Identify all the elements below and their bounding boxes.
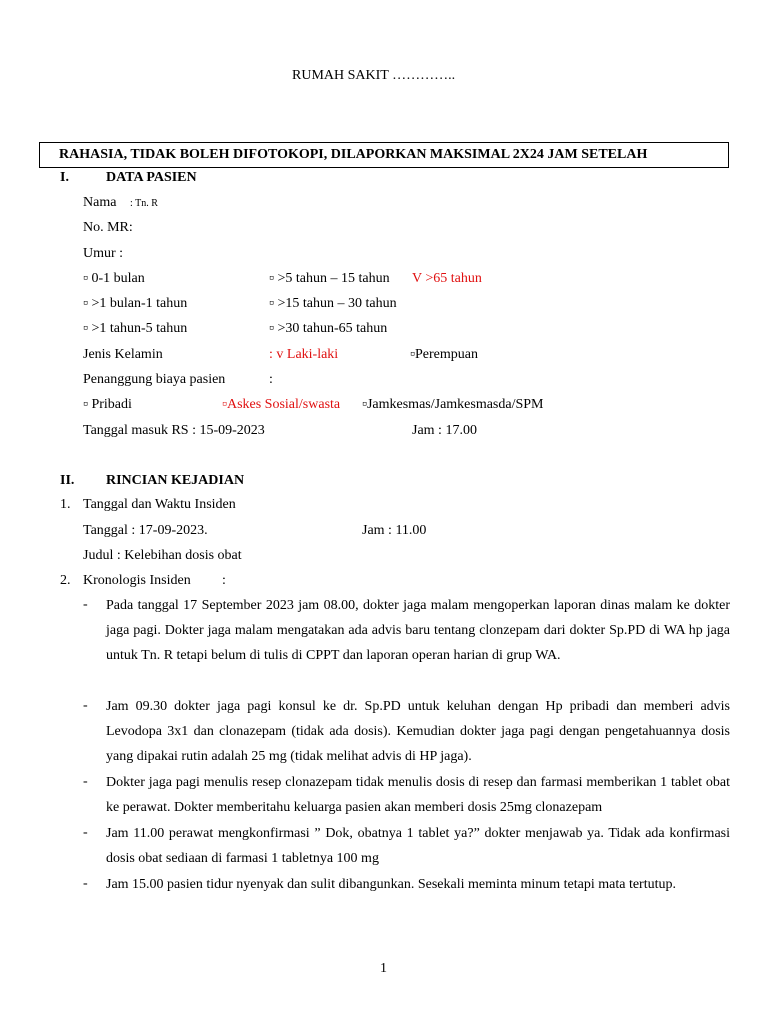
bullet-dash: - — [83, 698, 88, 713]
age-option-0-1-bulan: ▫ 0-1 bulan — [83, 271, 145, 286]
bullet-dash: - — [83, 597, 88, 612]
kronologi-paragraph: Jam 11.00 perawat mengkonfirmasi ” Dok, obatnya 1 tablet ya?” dokter menjawab ya. Tidak ada konfirmasi dosis obat sediaan di farmasi 1 tabletnya 100 mg — [106, 826, 730, 866]
item1-title: Tanggal dan Waktu Insiden — [83, 497, 236, 512]
page-number: 1 — [380, 961, 387, 976]
kronologi-paragraph: Jam 09.30 dokter jaga pagi konsul ke dr. Sp.PD untuk keluhan dengan Hp pribadi dan memberi advis Levodopa 3x1 dan clonazepam (tidak ada dosis). Kemudian dokter jaga pagi dengan pengetahuannya dosis yang dipakai rutin adalah 25 mg (tidak melihat advis di HP jaga). — [106, 699, 730, 764]
confidential-text: RAHASIA, TIDAK BOLEH DIFOTOKOPI, DILAPORKAN MAKSIMAL 2X24 JAM SETELAH — [59, 147, 648, 162]
age-option-65-checked: V >65 tahun — [412, 271, 482, 286]
age-option-30-65-tahun: ▫ >30 tahun-65 tahun — [269, 321, 388, 336]
item2-number: 2. — [60, 573, 71, 588]
jam-masuk: Jam : 17.00 — [412, 423, 477, 438]
penanggung-biaya-colon: : — [269, 372, 273, 387]
confidential-box — [39, 142, 729, 168]
kronologi-paragraph: Jam 15.00 pasien tidur nyenyak dan sulit dibangunkan. Sesekali meminta minum tetapi mata tertutup. — [106, 877, 676, 892]
age-option-15-30-tahun: ▫ >15 tahun – 30 tahun — [269, 296, 397, 311]
jenis-kelamin-label: Jenis Kelamin — [83, 347, 163, 362]
section2-title: RINCIAN KEJADIAN — [106, 473, 245, 488]
biaya-askes: ▫Askes Sosial/swasta — [222, 397, 341, 412]
kronologi-paragraph: Pada tanggal 17 September 2023 jam 08.00, dokter jaga malam mengoperkan laporan dinas malam ke dokter jaga pagi. Dokter jaga malam mengatakan ada advis baru tentang clonzepam dari dokter Sp.PD di WA hp jaga untuk Tn. R tetapi belum di tulis di CPPT dan laporan operan harian di grup WA. — [106, 598, 730, 663]
nama-value: : Tn. R — [130, 198, 158, 209]
item1-number: 1. — [60, 497, 71, 512]
nama-label: Nama — [83, 195, 117, 210]
hospital-title: RUMAH SAKIT ………….. — [292, 68, 456, 83]
section2-number: II. — [60, 473, 75, 488]
penanggung-biaya-label: Penanggung biaya pasien — [83, 372, 226, 387]
section1-number: I. — [60, 170, 69, 185]
bullet-dash: - — [83, 876, 88, 891]
age-option-1-bulan-1-tahun: ▫ >1 bulan-1 tahun — [83, 296, 188, 311]
bullet-dash: - — [83, 774, 88, 789]
bullet-dash: - — [83, 825, 88, 840]
biaya-jamkesmas: ▫Jamkesmas/Jamkesmasda/SPM — [362, 397, 544, 412]
mr-label: No. MR: — [83, 220, 133, 235]
section1-title: DATA PASIEN — [106, 170, 197, 185]
judul-insiden: Judul : Kelebihan dosis obat — [83, 548, 242, 563]
jenis-kelamin-value: : v Laki-laki — [269, 347, 339, 362]
jenis-kelamin-perempuan: ▫Perempuan — [410, 347, 478, 362]
kronologi-paragraph: Dokter jaga pagi menulis resep clonazepam tidak menulis dosis di resep dan farmasi memberikan 1 tablet obat ke perawat. Dokter memberitahu keluarga pasien akan memberi dosis 25mg clonazepam — [106, 775, 730, 815]
item2-title: Kronologis Insiden — [83, 573, 191, 588]
umur-label: Umur : — [83, 246, 124, 261]
tanggal-masuk: Tanggal masuk RS : 15-09-2023 — [83, 423, 265, 438]
item2-colon: : — [222, 573, 226, 588]
age-option-1-5-tahun: ▫ >1 tahun-5 tahun — [83, 321, 188, 336]
biaya-pribadi: ▫ Pribadi — [83, 397, 132, 412]
jam-insiden: Jam : 11.00 — [362, 523, 427, 538]
tanggal-insiden: Tanggal : 17-09-2023. — [83, 523, 208, 538]
age-option-5-15-tahun: ▫ >5 tahun – 15 tahun — [269, 271, 390, 286]
